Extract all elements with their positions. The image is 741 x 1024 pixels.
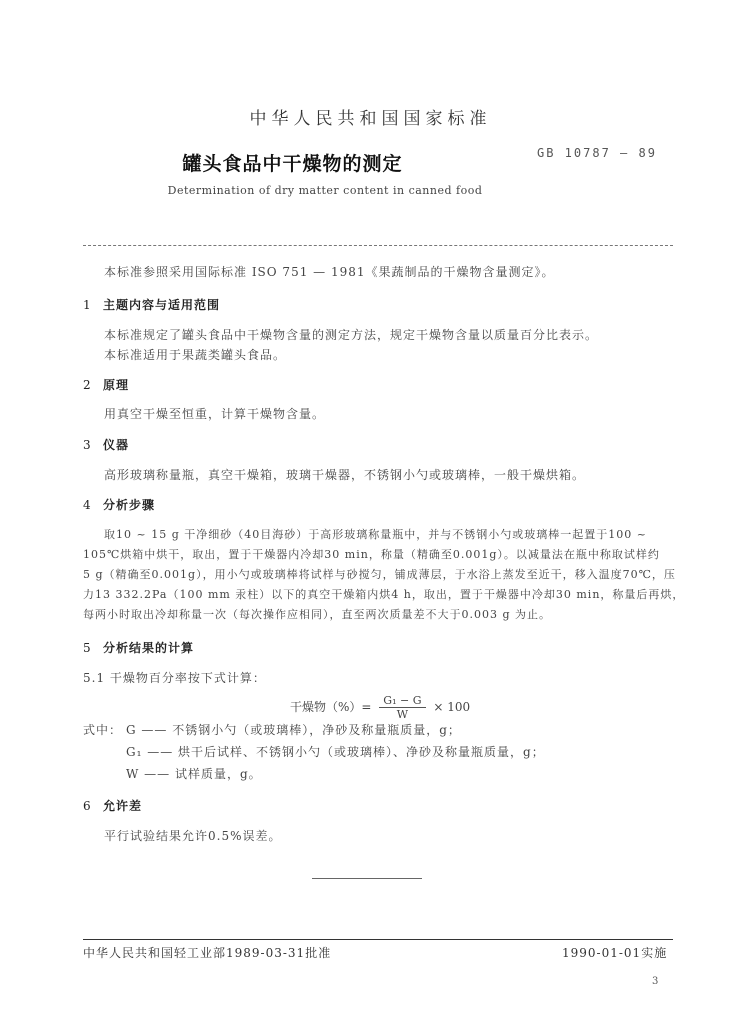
section-4-line-3: 5 g（精确至0.001g），用小勺或玻璃棒将试样与砂搅匀，铺成薄层，于水浴上蒸发至近干，移入温度70℃，压 — [83, 568, 676, 581]
national-standard-heading: 中华人民共和国国家标准 — [249, 109, 492, 129]
section-2-number: 2 — [83, 378, 92, 392]
section-4-line-1: 取10 ~ 15 g 干净细砂（40目海砂）于高形玻璃称量瓶中，并与不锈钢小勺或玻璃棒一起置于100 ~ — [104, 528, 647, 541]
section-3-heading — [83, 437, 129, 453]
section-2-heading — [83, 377, 129, 393]
end-divider — [312, 878, 422, 879]
section-3-line-1: 高形玻璃称量瓶，真空干燥箱，玻璃干燥器，不锈钢小勺或玻璃棒，一般干燥烘箱。 — [104, 468, 586, 482]
page-number: 3 — [652, 976, 659, 987]
dry-matter-formula — [290, 694, 470, 721]
section-1-number: 1 — [83, 298, 92, 312]
section-6-line-1: 平行试验结果允许0.5%误差。 — [104, 829, 282, 843]
formula-fraction — [379, 694, 425, 721]
section-5-heading — [83, 640, 194, 656]
section-5-number: 5 — [83, 641, 92, 655]
standard-code: GB 10787 — 89 — [537, 146, 657, 160]
footer-approval: 中华人民共和国轻工业部1989-03-31批准 — [83, 946, 332, 960]
section-3-number: 3 — [83, 438, 92, 452]
clause-5-1: 5.1 干燥物百分率按下式计算： — [83, 671, 266, 685]
section-1-heading — [83, 297, 220, 313]
section-2-line-1: 用真空干燥至恒重，计算干燥物含量。 — [104, 407, 326, 421]
section-4-line-2: 105℃烘箱中烘干，取出，置于干燥器内冷却30 min，称量（精确至0.001g）。以减量法在瓶中称取试样约 — [83, 548, 660, 561]
section-4-heading — [83, 497, 155, 513]
section-3-title: 仪器 — [103, 438, 130, 452]
footer-effective-date: 1990-01-01实施 — [562, 946, 668, 960]
section-6-heading — [83, 798, 142, 814]
section-1-line-2: 本标准适用于果蔬类罐头食品。 — [104, 348, 287, 362]
where-prefix: 式中： — [83, 723, 123, 737]
section-5-title: 分析结果的计算 — [103, 641, 195, 655]
formula-lhs: 干燥物（%）= — [290, 700, 372, 714]
where-item-g1: G₁ —— 烘干后试样、不锈钢小勺（或玻璃棒）、净砂及称量瓶质量，g； — [126, 745, 545, 759]
section-1-title: 主题内容与适用范围 — [103, 298, 221, 312]
header-divider — [83, 245, 673, 246]
formula-rhs: × 100 — [433, 700, 471, 714]
section-6-title: 允许差 — [103, 799, 143, 813]
formula-numerator: G₁ − G — [379, 694, 425, 708]
english-subtitle: Determination of dry matter content in canned food — [167, 184, 483, 197]
footer-divider — [83, 939, 673, 940]
section-4-title: 分析步骤 — [103, 498, 156, 512]
section-4-line-4: 力13 332.2Pa（100 mm 汞柱）以下的真空干燥箱内烘4 h，取出，置于干燥器中冷却30 min，称量后再烘， — [83, 588, 685, 601]
section-6-number: 6 — [83, 799, 92, 813]
section-4-line-5: 每两小时取出冷却称量一次（每次操作应相同），直至两次质量差不大于0.003 g 为止。 — [83, 608, 552, 621]
formula-denominator: W — [396, 708, 409, 721]
section-2-title: 原理 — [103, 378, 130, 392]
where-item-w: W —— 试样质量，g。 — [126, 767, 262, 781]
document-title: 罐头食品中干燥物的测定 — [182, 153, 403, 175]
intro-paragraph: 本标准参照采用国际标准 ISO 751 — 1981《果蔬制品的干燥物含量测定》。 — [104, 265, 555, 279]
section-4-number: 4 — [83, 498, 92, 512]
section-1-line-1: 本标准规定了罐头食品中干燥物含量的测定方法，规定干燥物含量以质量百分比表示。 — [104, 328, 599, 342]
where-item-g: G —— 不锈钢小勺（或玻璃棒），净砂及称量瓶质量，g； — [126, 723, 461, 737]
